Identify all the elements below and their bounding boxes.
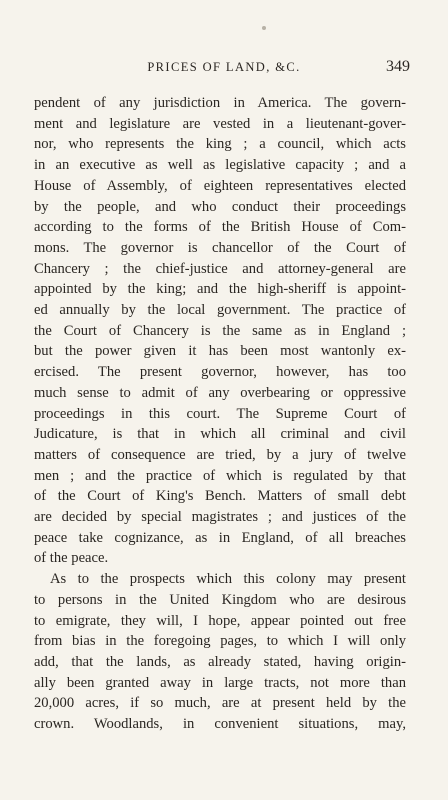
text-line: by the people, and who conduct their proceedings (34, 198, 406, 215)
text-line: crown. Woodlands, in convenient situations, may, (34, 716, 406, 733)
text-line: House of Assembly, of eighteen representatives elected (34, 177, 406, 194)
text-line: but the power given it has been most wantonly ex- (34, 343, 406, 360)
text-line: to persons in the United Kingdom who are desirous (34, 591, 406, 608)
text-line: ment and legislature are vested in a lieutenant-gover- (34, 115, 406, 132)
text-line: ally been granted away in large tracts, not more than (34, 674, 406, 691)
text-line: of the peace. (34, 550, 109, 567)
text-line: men ; and the practice of which is regulated by that (34, 467, 406, 484)
text-line: 20,000 acres, if so much, are at present held by the (34, 695, 406, 712)
running-head: PRICES OF LAND, &C. (147, 60, 301, 74)
text-line: to emigrate, they will, I hope, appear pointed out free (34, 612, 406, 629)
text-line: according to the forms of the British House of Com- (34, 219, 406, 236)
text-line: add, that the lands, as already stated, having origin- (34, 653, 406, 670)
text-line: Judicature, is that in which all criminal and civil (34, 426, 406, 443)
text-line: Chancery ; the chief-justice and attorney-general are (34, 260, 406, 277)
text-line: ed annually by the local government. The practice of (34, 302, 406, 319)
paragraph-first-line: As to the prospects which this colony may present (50, 571, 406, 588)
text-line: are decided by special magistrates ; and justices of the (34, 509, 406, 526)
page-number: 349 (386, 58, 410, 75)
text-line: of the Court of King's Bench. Matters of small debt (34, 488, 406, 505)
text-line: peace take cognizance, as in England, of all breaches (34, 529, 406, 546)
text-line: much sense to admit of any overbearing or oppressive (34, 384, 406, 401)
text-line: proceedings in this court. The Supreme Court of (34, 405, 406, 422)
text-line: appointed by the king; and the high-sheriff is appoint- (34, 281, 406, 298)
text-line: pendent of any jurisdiction in America. The govern- (34, 95, 406, 111)
ink-speck (262, 26, 266, 30)
text-line: mons. The governor is chancellor of the Court of (34, 239, 406, 256)
text-line: matters of consequence are tried, by a jury of twelve (34, 446, 406, 463)
page-header (30, 58, 418, 76)
text-line: nor, who represents the king ; a council, which acts (34, 136, 406, 153)
text-line: the Court of Chancery is the same as in England ; (34, 322, 406, 339)
text-line: from bias in the foregoing pages, to which I will only (34, 633, 406, 650)
body-text (34, 93, 406, 735)
text-line: ercised. The present governor, however, has too (34, 364, 406, 381)
text-line: in an executive as well as legislative capacity ; and a (34, 157, 406, 174)
